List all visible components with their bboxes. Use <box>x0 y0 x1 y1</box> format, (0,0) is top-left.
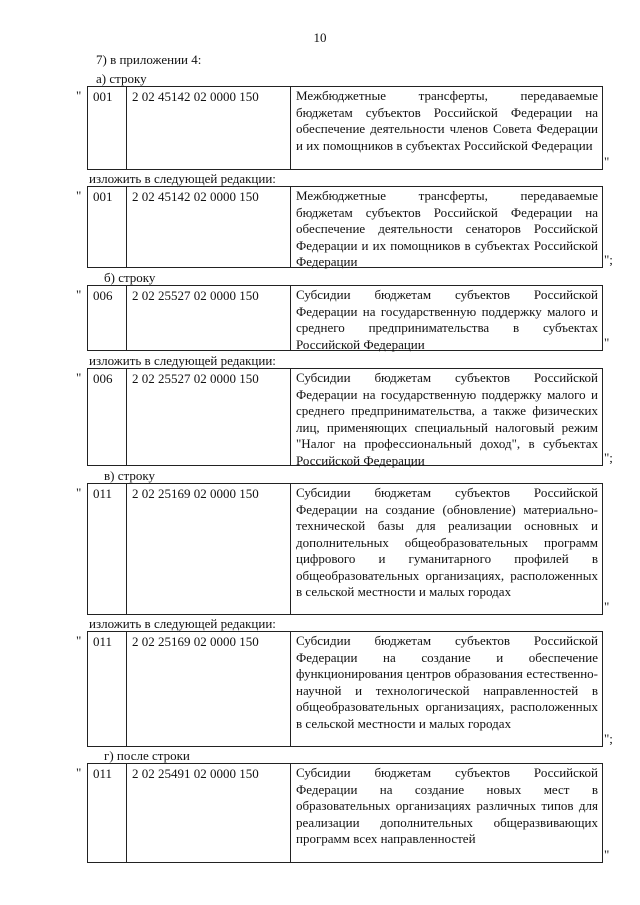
row-description: Субсидии бюджетам субъектов Российской Федерации на создание новых мест в образовательных организациях различных типов для реализации дополнительных общеразвивающих программ всех направленностей <box>296 765 598 846</box>
row-description: Межбюджетные трансферты, передаваемые бюджетам субъектов Российской Федерации на обеспечение деятельности сенаторов Российской Федерации и их помощников в субъектах Российской Федерации <box>296 188 598 269</box>
item-g-label: г) после строки <box>104 748 190 763</box>
row-code: 011 <box>88 484 127 614</box>
row-code: 006 <box>88 369 127 465</box>
table-row-v-new <box>87 631 603 747</box>
close-quote: " <box>604 599 610 614</box>
row-kbk: 2 02 25527 02 0000 150 <box>127 286 291 350</box>
table-row-v-old <box>87 483 603 615</box>
row-code: 011 <box>88 764 127 862</box>
row-description: Субсидии бюджетам субъектов Российской Федерации на государственную поддержку малого и среднего предпринимательства в субъектах Российской Федерации <box>296 287 598 352</box>
replace-label-a: изложить в следующей редакции: <box>89 171 276 186</box>
close-quote: " <box>604 847 610 862</box>
open-quote: " <box>76 287 82 302</box>
row-kbk: 2 02 45142 02 0000 150 <box>127 87 291 169</box>
close-quote: " <box>604 335 610 350</box>
row-code: 006 <box>88 286 127 350</box>
open-quote: " <box>76 485 82 500</box>
table-row-a-old <box>87 86 603 170</box>
item-v-label: в) строку <box>104 468 155 483</box>
section-heading: 7) в приложении 4: <box>96 52 202 67</box>
close-quote: "; <box>604 731 613 746</box>
row-kbk: 2 02 25169 02 0000 150 <box>127 632 291 746</box>
open-quote: " <box>76 633 82 648</box>
item-b-label: б) строку <box>104 270 156 285</box>
page-number: 10 <box>313 30 327 45</box>
row-code: 011 <box>88 632 127 746</box>
table-row-g <box>87 763 603 863</box>
row-description: Субсидии бюджетам субъектов Российской Федерации на создание и обеспечение функционирования центров образования естественно-научной и технологической направленностей в общеобразовательных организациях, расположенных в сельской местности и малых городах <box>296 633 598 731</box>
item-a-label: а) строку <box>96 71 147 86</box>
close-quote: "; <box>604 252 613 267</box>
close-quote: " <box>604 154 610 169</box>
row-kbk: 2 02 25527 02 0000 150 <box>127 369 291 465</box>
row-code: 001 <box>88 87 127 169</box>
open-quote: " <box>76 188 82 203</box>
row-code: 001 <box>88 187 127 267</box>
open-quote: " <box>76 765 82 780</box>
row-kbk: 2 02 45142 02 0000 150 <box>127 187 291 267</box>
row-kbk: 2 02 25491 02 0000 150 <box>127 764 291 862</box>
replace-label-v: изложить в следующей редакции: <box>89 616 276 631</box>
row-description: Субсидии бюджетам субъектов Российской Федерации на создание (обновление) материально-технической базы для реализации основных и дополнительных общеобразовательных программ цифрового и гуманитарного профилей в общеобразовательных организациях, расположенных в сельской местности и малых городах <box>296 485 598 599</box>
close-quote: "; <box>604 450 613 465</box>
open-quote: " <box>76 370 82 385</box>
table-row-b-new <box>87 368 603 466</box>
row-description: Субсидии бюджетам субъектов Российской Федерации на государственную поддержку малого и среднего предпринимательства, а также физических лиц, применяющих специальный налоговый режим "Налог на профессиональный доход", в субъектах Российской Федерации <box>296 370 598 468</box>
replace-label-b: изложить в следующей редакции: <box>89 353 276 368</box>
table-row-b-old <box>87 285 603 351</box>
table-row-a-new <box>87 186 603 268</box>
open-quote: " <box>76 88 82 103</box>
row-description: Межбюджетные трансферты, передаваемые бюджетам субъектов Российской Федерации на обеспечение деятельности членов Совета Федерации и их помощников в субъектах Российской Федерации <box>296 88 598 153</box>
row-kbk: 2 02 25169 02 0000 150 <box>127 484 291 614</box>
